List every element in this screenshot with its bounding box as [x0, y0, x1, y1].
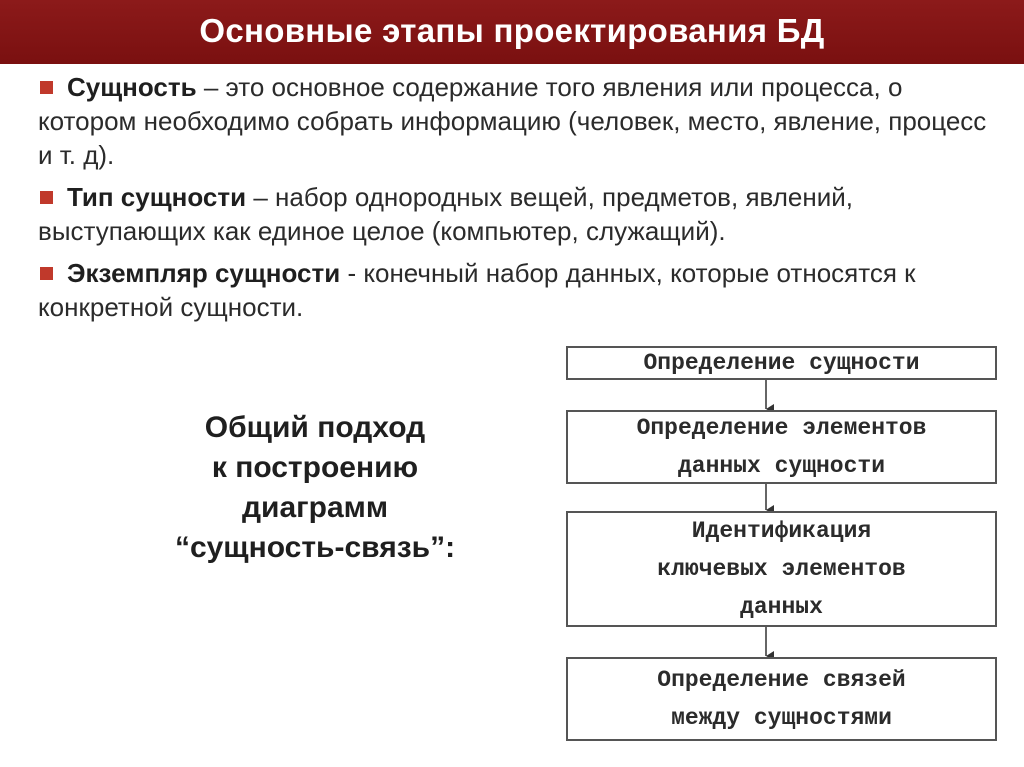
bullet-text: – это основное содержание того явления или процесса, о котором необходимо собрать информацию (человек, место, явление, процесс и т. д).: [38, 72, 987, 170]
step-line: Определение элементов: [636, 415, 927, 441]
step-identify-keys: [566, 511, 997, 627]
bullet-term: Тип сущности: [67, 182, 247, 212]
bullet-term: Экземпляр сущности: [67, 258, 341, 288]
approach-line: Общий подход: [204, 411, 426, 444]
step-define-data-elements: [566, 410, 997, 484]
bullet-text: - конечный набор данных, которые относятся к конкретной сущности.: [38, 258, 916, 322]
step-line: Определение сущности: [643, 350, 920, 376]
approach-line: “сущность-связь”:: [174, 531, 456, 564]
step-define-entity: [566, 346, 997, 380]
step-line: ключевых элементов: [657, 556, 906, 582]
approach-line: диаграмм: [241, 491, 389, 524]
step-line: данных сущности: [677, 453, 886, 479]
bullet-text: – набор однородных вещей, предметов, явлений, выступающих как единое целое (компьютер, служащий).: [38, 182, 853, 246]
step-define-relationships: [566, 657, 997, 741]
step-line: Идентификация: [691, 518, 872, 544]
step-line: данных: [740, 594, 823, 620]
approach-line: к построению: [211, 451, 419, 484]
step-line: между сущностями: [671, 705, 892, 731]
bullet-term: Сущность: [67, 72, 197, 102]
step-line: Определение связей: [657, 667, 906, 693]
slide-title: Основные этапы проектирования БД: [199, 12, 825, 49]
